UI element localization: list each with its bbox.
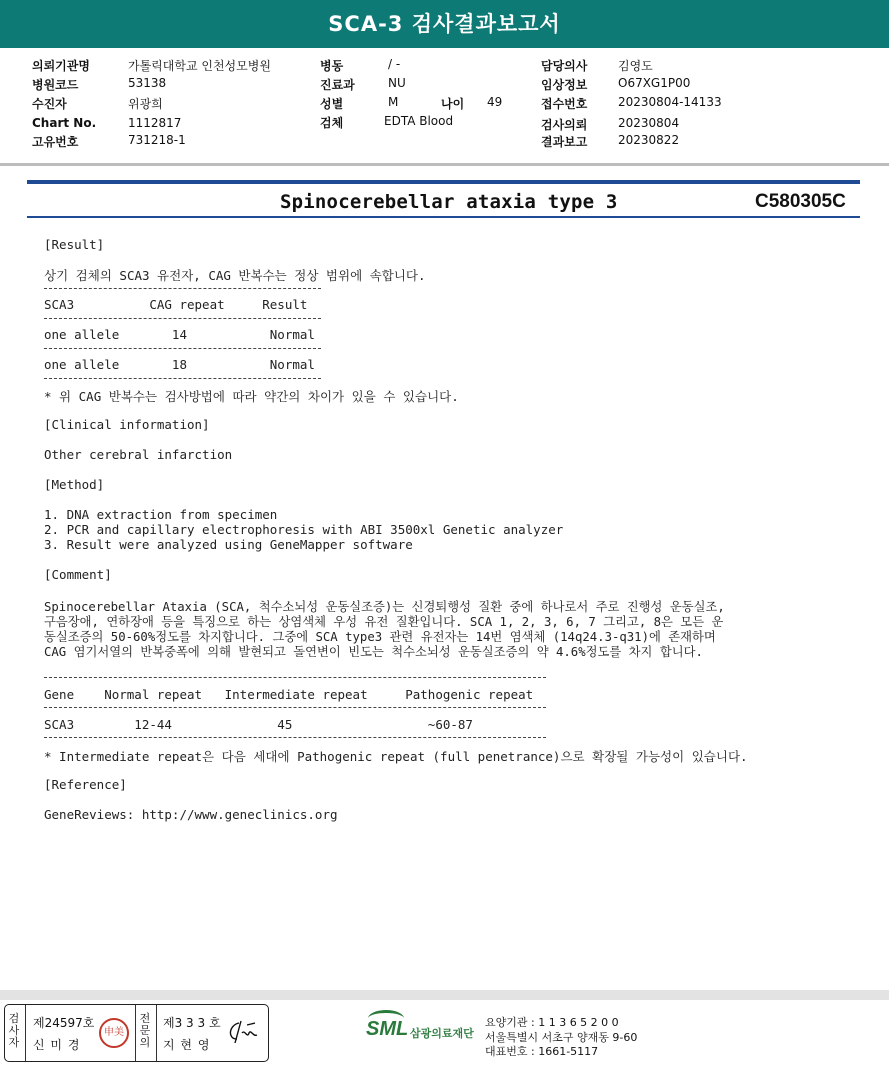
value-age: 49 [487,95,503,109]
comment-heading: [Comment] [44,567,112,582]
table1-rule [44,288,321,289]
seal-text: 申美 [104,1027,124,1038]
value-department: NU [388,76,406,90]
label-age: 나이 [441,97,465,111]
table1-rule [44,318,321,319]
label-unique-no: 고유번호 [32,135,79,149]
reference-heading: [Reference] [44,777,127,792]
inspector-name: 신 미 경 [33,1038,81,1052]
specialist-name: 지 현 영 [163,1038,211,1052]
method-heading: [Method] [44,477,105,492]
clinical-heading: [Clinical information] [44,417,210,432]
table2-rule [44,737,546,738]
comment-line: 구음장애, 연하장애 등을 특징으로 하는 상염색체 우성 유전 질환입니다. SCA 1, 2, 3, 6, 7 그리고, 8은 모든 운 [44,615,724,629]
org-license: 요양기관 : 1 1 3 6 5 2 0 0 [485,1016,619,1029]
comment-line: 동실조증의 50-60%정도를 차지합니다. 그중에 SCA type3 관련 유전자는 14번 염색체 (14q24.3-q31)에 존재하며 [44,630,716,644]
result-text: 상기 검체의 SCA3 유전자, CAG 반복수는 정상 범위에 속합니다. [44,268,426,283]
label-hospital-code: 병원코드 [32,78,79,92]
table2-note: * Intermediate repeat은 다음 세대에 Pathogenic repeat (full penetrance)으로 확장될 가능성이 있습니다. [44,749,748,764]
table1-rule [44,378,321,379]
table2-rule [44,677,546,678]
value-doctor: 김영도 [618,59,653,73]
specialist-number: 제3 3 3 호 [163,1016,221,1030]
method-step: 3. Result were analyzed using GeneMapper software [44,537,413,552]
value-ward: / - [388,57,401,71]
test-name: Spinocerebellar ataxia type 3 [280,191,618,213]
org-name: 삼광의료재단 [410,1027,474,1040]
method-step: 1. DNA extraction from specimen [44,507,278,522]
label-doctor: 담당의사 [541,59,588,73]
value-unique-no: 731218-1 [128,133,186,147]
label-report-date: 결과보고 [541,135,588,149]
inspector-number: 제24597호 [33,1016,95,1030]
value-institution: 가톨릭대학교 인천성모병원 [128,59,271,73]
result-heading: [Result] [44,237,105,252]
divider [156,1005,157,1061]
table2-row: SCA3 12-44 45 ~60-87 [44,717,473,732]
reference-text: GeneReviews: http://www.geneclinics.org [44,807,338,822]
test-code: C580305C [755,191,846,212]
value-request-date: 20230804 [618,116,680,130]
clinical-text: Other cerebral infarction [44,447,233,462]
org-phone: 대표번호 : 1661-5117 [485,1045,599,1058]
divider [135,1005,136,1061]
label-clinical-info: 임상정보 [541,78,588,92]
org-address: 서울특별시 서초구 양재동 9-60 [485,1031,638,1044]
table2-header: Gene Normal repeat Intermediate repeat Pathogenic repeat [44,687,534,702]
value-patient: 위광희 [128,97,163,111]
label-sex: 성별 [320,97,344,111]
comment-line: CAG 염기서열의 반복중폭에 의해 발현되고 돌연변이 빈도는 척수소뇌성 운동실조증의 약 4.6%정도를 차지 합니다. [44,645,703,659]
table1-row: one allele 14 Normal [44,327,315,342]
method-step: 2. PCR and capillary electrophoresis with ABI 3500xl Genetic analyzer [44,522,564,537]
table1-row: one allele 18 Normal [44,357,315,372]
value-chart-no: 1112817 [128,116,182,130]
label-chart-no: Chart No. [32,116,97,130]
signature-box [4,1004,269,1062]
value-specimen: EDTA Blood [384,114,454,128]
value-sex: M [388,95,399,109]
inspector-seal-icon [99,1018,129,1048]
label-institution: 의뢰기관명 [32,59,90,73]
table1-header: SCA3 CAG repeat Result [44,297,308,312]
title-rule-bottom [27,216,860,218]
label-specimen: 검체 [320,116,344,130]
table1-rule [44,348,321,349]
value-receipt-no: 20230804-14133 [618,95,722,109]
value-clinical-info: O67XG1P00 [618,76,691,90]
header-divider [0,163,889,166]
report-title: SCA-3 검사결과보고서 [328,12,561,36]
table2-rule [44,707,546,708]
label-request-date: 검사의뢰 [541,118,588,132]
footer-band [0,990,889,1000]
logo-text: SML [366,1018,409,1040]
label-ward: 병동 [320,59,344,73]
value-report-date: 20230822 [618,133,680,147]
table1-note: * 위 CAG 반복수는 검사방법에 따라 약간의 차이가 있을 수 있습니다. [44,389,459,404]
value-hospital-code: 53138 [128,76,167,90]
title-rule-top [27,180,860,184]
comment-line: Spinocerebellar Ataxia (SCA, 척수소뇌성 운동실조증)는 신경퇴행성 질환 중에 하나로서 주로 진행성 운동실조, [44,600,725,614]
divider [25,1005,26,1061]
label-receipt-no: 접수번호 [541,97,588,111]
specialist-label: 전문의 [139,1012,151,1049]
label-department: 진료과 [320,78,355,92]
signature-icon [225,1017,261,1047]
inspector-label: 검사자 [8,1012,20,1049]
label-patient: 수진자 [32,97,67,111]
